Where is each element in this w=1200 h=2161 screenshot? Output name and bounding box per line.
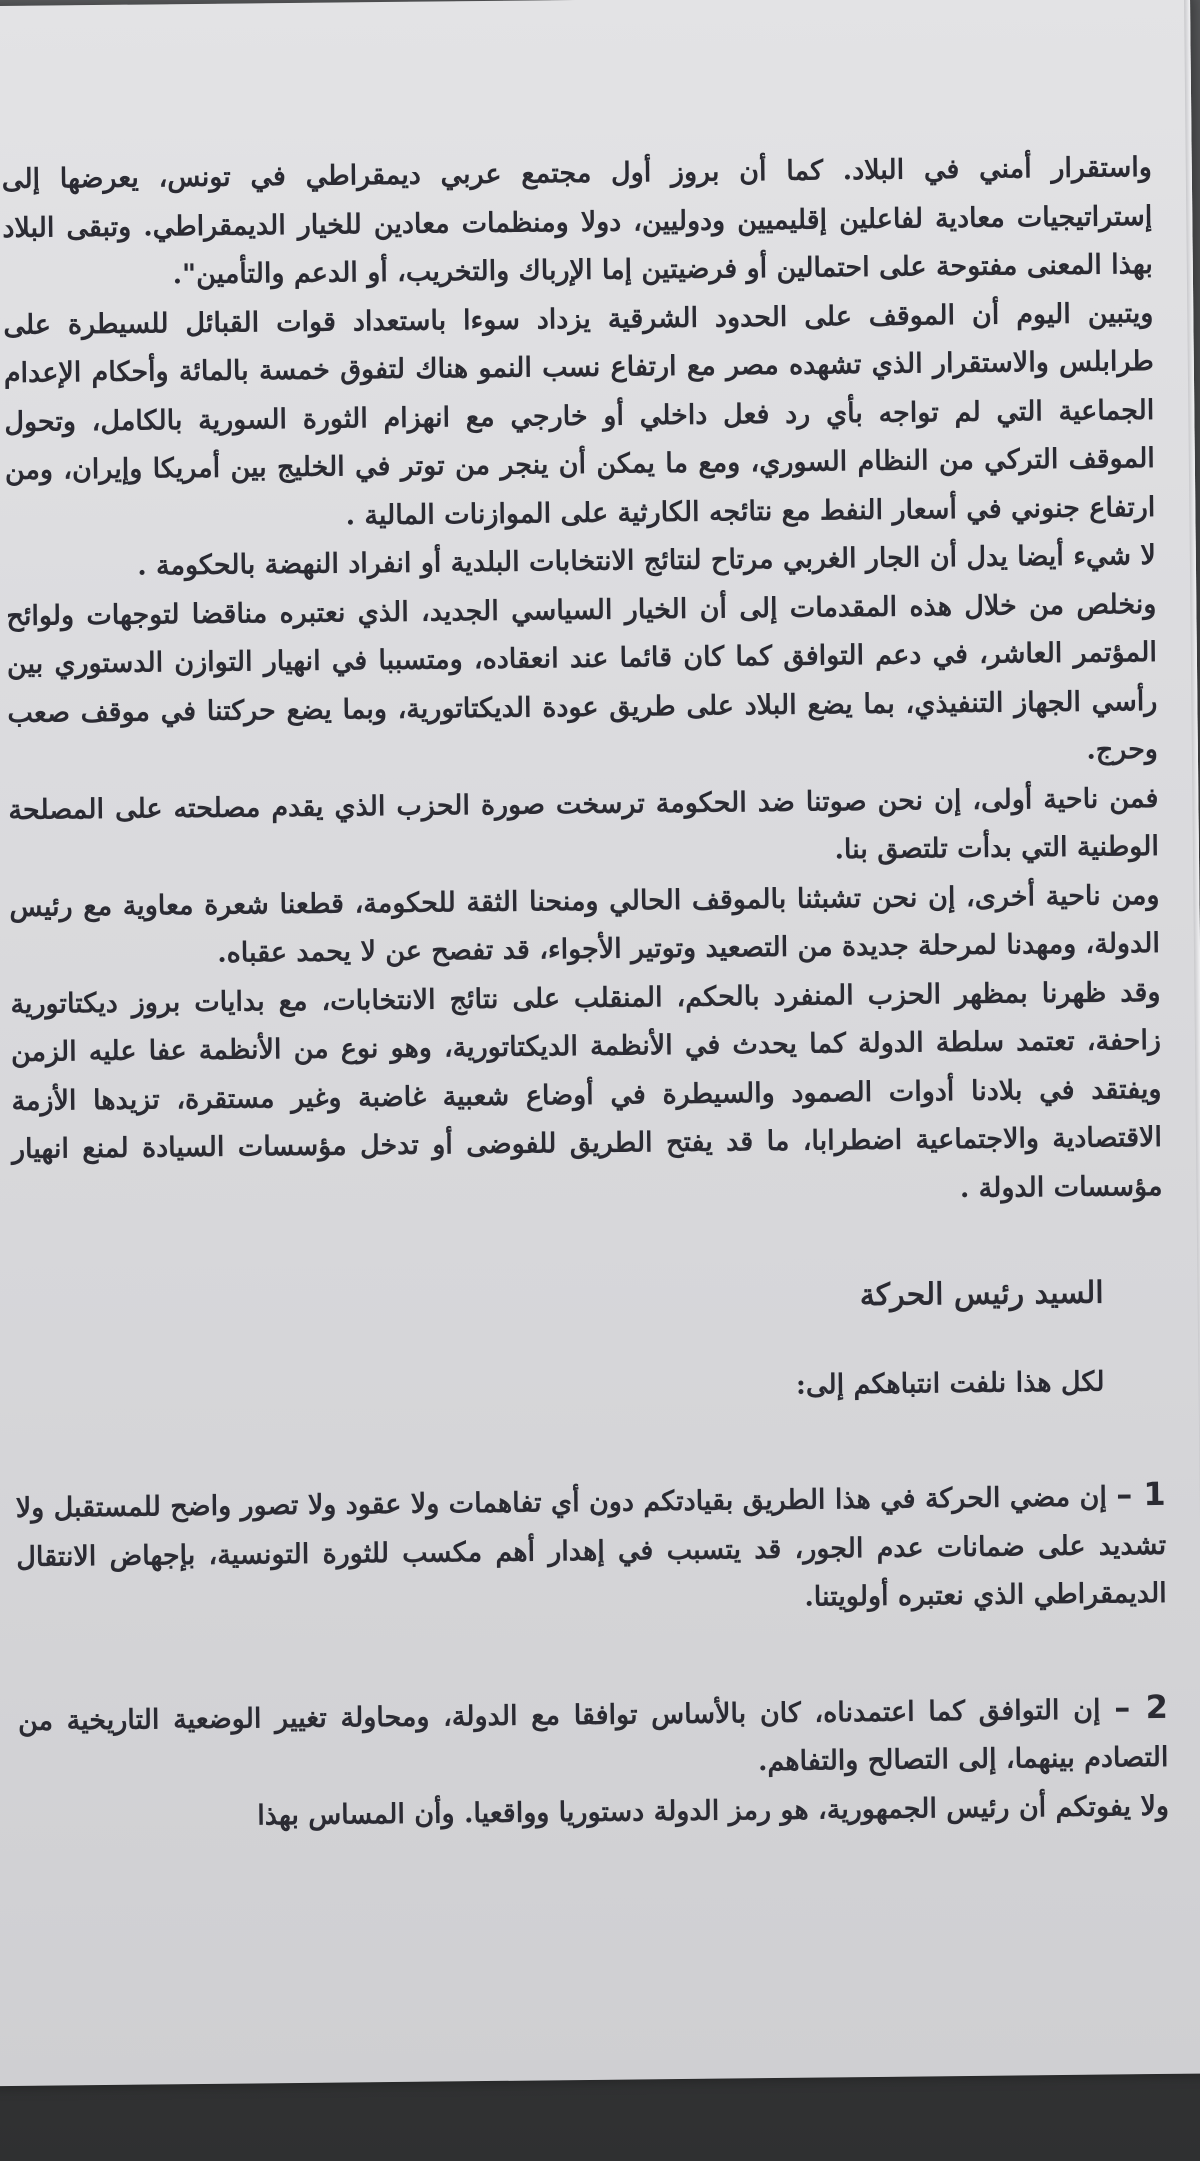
item-number: 2 – [1114,1687,1169,1726]
paragraph-2: ويتبين اليوم أن الموقف على الحدود الشرقية يزداد سوءا باستعداد قوات القبائل للسيطرة على طرابلس والاستقرار الذي تشهده مصر مع ارتفاع نسب النمو هناك لتفوق خمسة بالمائة وأحكام الإعدام الجماعية التي لم تواجه بأي رد فعل داخلي أو خارجي مع انهزام الثورة السورية بالكامل، وتحول الموقف التركي من النظام السوري، ومع ما يمكن أن ينجر من توتر في الخليج بين أمريكا وإيران، ومن ارتفاع جنوني في أسعار النفط مع نتائجه الكارثية على الموازنات المالية . [3,297,1156,531]
document-body [2,144,1170,1843]
paragraph-4: ونخلص من خلال هذه المقدمات إلى أن الخيار السياسي الجديد، الذي نعتبره مناقضا لتوجهات ولوائح المؤتمر العاشر، في دعم التوافق كما كان قائما عند انعقاده، ومتسببا في انهيار التوازن الدستوري بين رأسي الجهاز التنفيذي، بما يضع البلاد على طريق عودة الديكتاتورية، وبما يضع حركتنا في موقف صعب وحرج. [6,588,1159,766]
section-heading: السيد رئيس الحركة [859,1275,1104,1314]
paragraph-6: ومن ناحية أخرى، إن نحن تشبثنا بالموقف الحالي ومنحنا الثقة للحكومة، قطعنا شعرة معاوية مع رئيس الدولة، ومهدنا لمرحلة جديدة من التصعيد وتوتير الأجواء، قد تفصح عن لا يحمد عقباه. [9,879,1161,969]
intro-line: لكل هذا نلفت انتباهكم إلى: [795,1366,1105,1401]
paragraph-5: فمن ناحية أولى، إن نحن صوتنا ضد الحكومة ترسخت صورة الحزب الذي يقدم مصلحته على المصلحة الوطنية التي بدأت تلتصق بنا. [8,782,1160,866]
item-text: إن مضي الحركة في هذا الطريق بقيادتكم دون أي تفاهمات ولا عقود ولا تصور واضح للمستقبل ولا تشديد على ضمانات عدم الجور، قد يتسبب في إهدار أهم مكسب للثورة التونسية، بإجهاض الانتقال الديمقراطي الذي نعتبره أولويتنا. [15,1481,1167,1613]
item-text: إن التوافق كما اعتمدناه، كان بالأساس توافقا مع الدولة، ومحاولة تغيير الوضعية التاريخية من التصادم بينهما، إلى التصالح والتفاهم. [17,1694,1169,1778]
item-number: 1 – [1116,1474,1166,1514]
paragraph-3: لا شيء أيضا يدل أن الجار الغربي مرتاح لنتائج الانتخابات البلدية أو انفراد النهضة بالحكومة . [137,539,1157,582]
paragraph-1: واستقرار أمني في البلاد. كما أن بروز أول مجتمع عربي ديمقراطي في تونس، يعرضها إلى إستراتيجيات معادية لفاعلين إقليميين ودوليين، دولا ومنظمات معادين للخيار الديمقراطي. وتبقى البلاد بهذا المعنى مفتوحة على احتمالين أو فرضيتين إما الإرباك والتخريب، أو الدعم والتأمين". [1,151,1153,291]
numbered-item-1 [15,1470,1166,1631]
closing-line: ولا يفوتكم أن رئيس الجمهورية، هو رمز الدولة دستوريا وواقعيا. وأن المساس بهذا [257,1790,1170,1831]
paragraph-7: وقد ظهرنا بمظهر الحزب المنفرد بالحكم، المنقلب على نتائج الانتخابات، مع بدايات بروز ديكتاتورية زاحفة، تعتمد سلطة الدولة كما يحدث في الأنظمة الديكتاتورية، وهو نوع من الأنظمة عفا عليه الزمن ويفتقد في بلادنا أدوات الصمود والسيطرة في أوضاع شعبية غاضبة وغير مستقرة، تزيدها الأزمة الاقتصادية والاجتماعية اضطرابا، ما قد يفتح الطريق للفوضى أو تدخل مؤسسات السيادة لمنع انهيار مؤسسات الدولة . [10,976,1163,1204]
numbered-item-2 [18,1682,1169,1794]
